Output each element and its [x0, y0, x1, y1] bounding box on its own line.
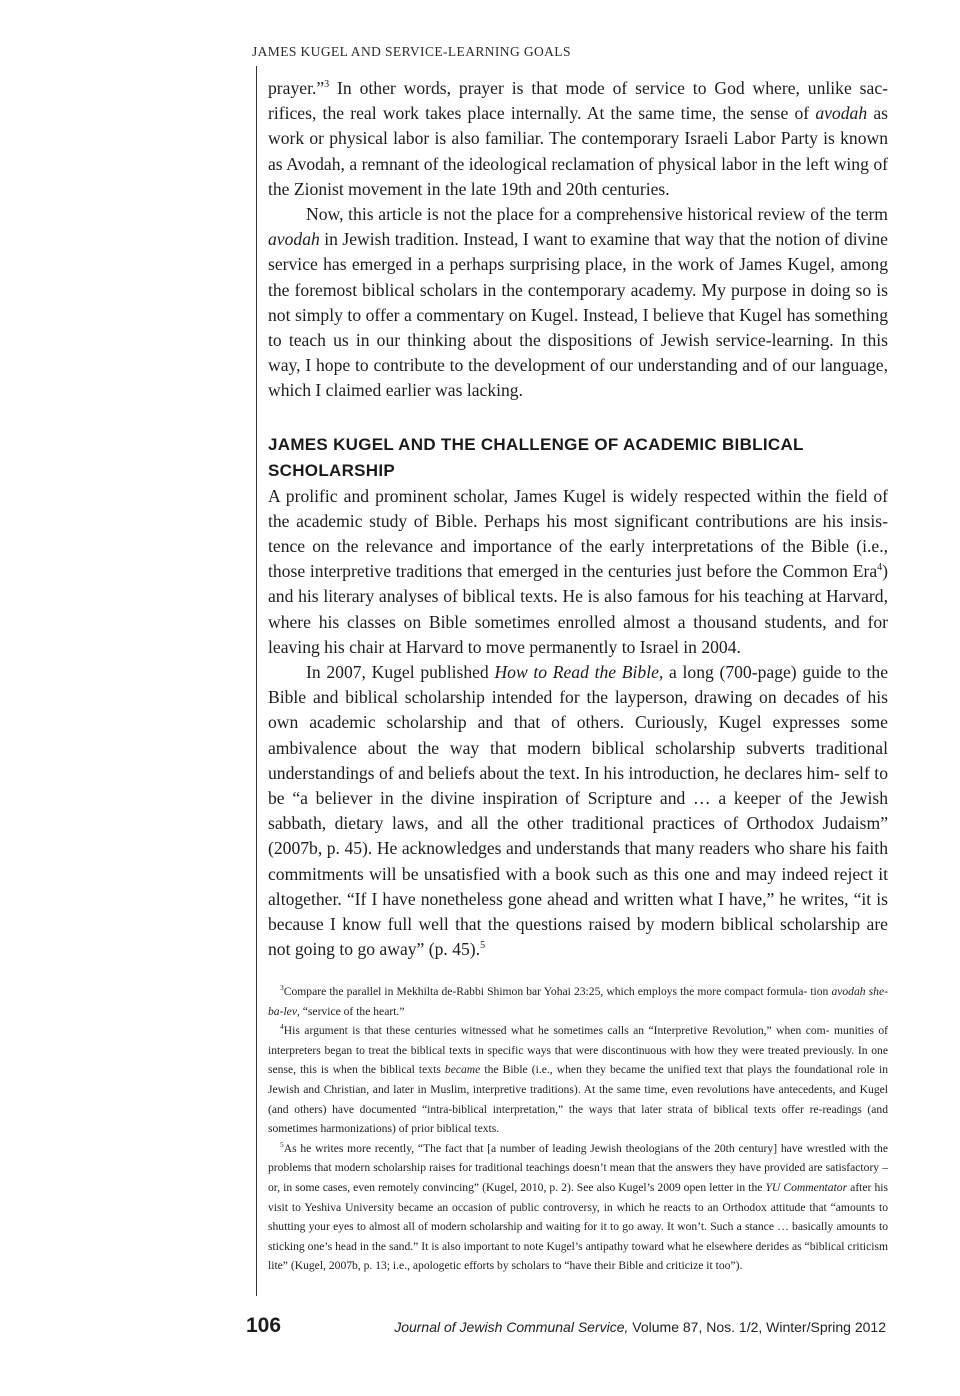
journal-issue: Volume 87, Nos. 1/2, Winter/Spring 2012: [628, 1319, 886, 1335]
running-header: JAMES KUGEL AND SERVICE-LEARNING GOALS: [252, 44, 571, 59]
paragraph-1: prayer.”$^3$ In other words, prayer is that mode of service to God where, unlike sac- rifices, the real work takes place internally. At the same time, the sense of avodah as work or physical labor is also familiar. The contemporary Israeli Labor Party is known as Avodah, a remnant of the ideological reclamation of physical labor in the left wing of the Zionist movement in the late 19th and 20th centuries.: [268, 78, 888, 199]
footnote-3: $^3$Compare the parallel in Mekhilta de-Rabbi Shimon bar Yohai 23:25, which employs the more compact formula- tion avodah she-ba-lev, “service of the heart.”: [268, 983, 888, 1018]
footnote-ref-3: 3: [324, 79, 330, 90]
journal-title: Journal of Jewish Communal Service,: [394, 1319, 629, 1335]
page-number: 106: [246, 1314, 282, 1337]
paragraph-3: A prolific and prominent scholar, James Kugel is widely respected within the field of the academic study of Bible. Perhaps his most significant contributions are his insis- tence on the relevance and importance of the early interpretations of the Bible (i.e., those interpretive traditions that emerged in the centuries just before the Common Era$^4$) and his literary analyses of biblical texts. He is also famous for his teaching at Harvard, where his classes on Bible sometimes enrolled almost a thousand students, and for leaving his chair at Harvard to move permanently to Israel in 2004.: [268, 485, 888, 657]
paragraph-2: Now, this article is not the place for a comprehensive historical review of the term avodah in Jewish tradition. Instead, I want to examine that way that the notion of divine service has emerged in a perhaps surprising place, in the work of James Kugel, among the foremost biblical scholars in the contemporary academy. My purpose in doing so is not simply to offer a commentary on Kugel. Instead, I believe that Kugel has something to teach us in our thinking about the dispositions of Jewish service-learning. In this way, I hope to contribute to the development of our understanding and of our language, which I claimed earlier was lacking.: [268, 204, 888, 401]
footnotes: [268, 982, 888, 1276]
paragraph-4: In 2007, Kugel published How to Read the Bible, a long (700-page) guide to the Bible and biblical scholarship intended for the layperson, drawing on decades of his own academic scholarship and that of others. Curiously, Kugel expresses some ambivalence about the way that modern biblical scholarship subverts traditional understandings of and beliefs about the text. In his introduction, he declares him- self to be “a believer in the divine inspiration of Scripture and … a keeper of the Jewish sabbath, dietary laws, and all the other traditional practices of Orthodox Judaism” (2007b, p. 45). He acknowledges and understands that many readers who share his faith commitments will be unsatisfied with a book such as this one and may indeed reject it altogether. “If I have nonetheless gone ahead and written what I have,” he writes, “it is because I know full well that the questions raised by modern biblical scholarship are not going to go away” (p. 45).$^5$: [268, 662, 889, 960]
section-heading: JAMES KUGEL AND THE CHALLENGE OF ACADEMIC BIBLICAL SCHOLARSHIP: [268, 434, 804, 480]
journal-citation: [394, 1319, 886, 1335]
margin-rule: [256, 66, 257, 1296]
footnote-5: $^5$As he writes more recently, “The fact that [a number of leading Jewish theologians of the 20th century] have wrestled with the problems that modern scholarship raises for traditional teachings doesn’t mean that the answers they have provided are satisfactory – or, in some cases, even remotely convincing” (Kugel, 2010, p. 2). See also Kugel’s 2009 open letter in the YU Commentator after his visit to Yeshiva University became an occasion of public controversy, in which he reacts to an Orthodox attitude that “amounts to shutting your eyes to almost all of modern scholarship and waiting for it to go away. It won’t. Such a stance … basically amounts to sticking one’s head in the sand.” It is also important to note Kugel’s antipathy toward what he elsewhere derides as “biblical criticism lite” (Kugel, 2007b, p. 13; i.e., apologetic efforts by scholars to “have their Bible and criticize it too”).: [268, 1139, 888, 1273]
footnote-ref-4: 4: [877, 562, 883, 574]
footnote-4: $^4$His argument is that these centuries witnessed what he sometimes calls an “Interpretive Revolution,” when com- munities of interpreters began to treat the biblical texts in specific ways that were discontinuous with how they were treated previously. In one sense, this is when the biblical texts became the Bible (i.e., when they became the unified text that plays the foundational role in Jewish and Christian, and later in Muslim, interpretive traditions). At the same time, even revolutions have antecedents, and Kugel (and others) have documented “intra-biblical interpretation,” the ways that later strata of biblical texts offer re-readings (and sometimes harmonizations) of prior biblical texts.: [268, 1022, 888, 1136]
footnote-ref-5: 5: [480, 940, 486, 952]
article-body: [268, 76, 888, 963]
